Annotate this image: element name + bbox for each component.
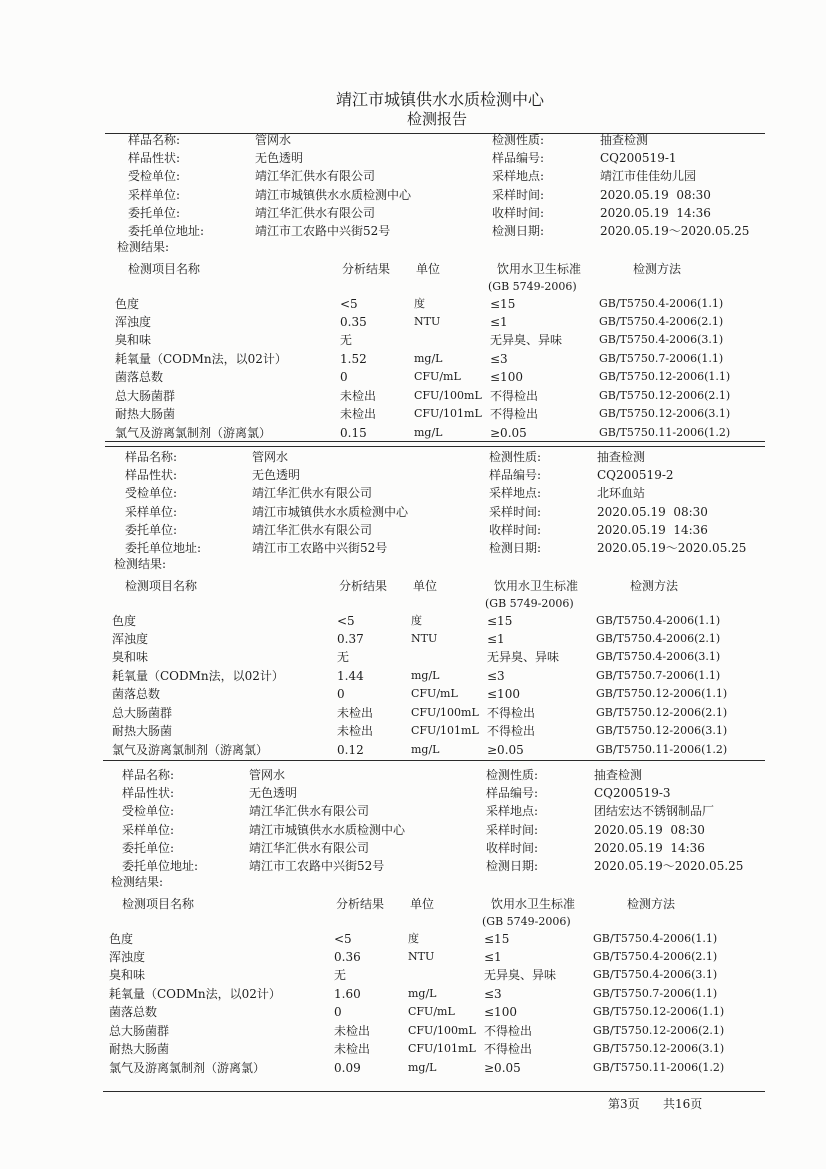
- standard-value: ≥0.05: [490, 426, 527, 440]
- column-header-method: 检测方法: [630, 579, 679, 593]
- unit-value: NTU: [408, 950, 435, 963]
- result-value: 无: [337, 650, 350, 664]
- standard-value: 不得检出: [484, 1024, 533, 1038]
- unit-value: CFU/mL: [408, 1005, 455, 1018]
- result-value: 未检出: [337, 706, 374, 720]
- item-name: 臭和味: [112, 650, 149, 664]
- item-name: 臭和味: [115, 333, 152, 347]
- unit-value: NTU: [411, 632, 438, 645]
- item-name: 耐热大肠菌: [109, 1042, 170, 1056]
- method-value: GB/T5750.12-2006(3.1): [593, 1042, 725, 1055]
- info-value: 管网水: [249, 768, 286, 782]
- info-label: 检测性质:: [489, 450, 542, 464]
- result-value: 0.15: [340, 426, 367, 440]
- standard-value: ≤1: [490, 315, 508, 329]
- info-value: 2020.05.19 08:30: [597, 505, 708, 519]
- info-label: 样品名称:: [122, 768, 175, 782]
- standard-value: ≤15: [490, 297, 516, 311]
- column-header-unit: 单位: [413, 579, 438, 593]
- column-header-name: 检测项目名称: [122, 897, 195, 911]
- page-number: 第3页: [608, 1097, 640, 1111]
- info-value: 靖江市工农路中兴街52号: [255, 224, 391, 238]
- info-label: 采样单位:: [125, 505, 178, 519]
- item-name: 耐热大肠菌: [112, 724, 173, 738]
- info-value: 团结宏达不锈钢制品厂: [594, 804, 715, 818]
- info-value: 2020.05.19 08:30: [594, 823, 705, 837]
- standard-value: 无异臭、异味: [484, 968, 557, 982]
- item-name: 耗氧量（CODMn法，以02计）: [109, 987, 281, 1001]
- info-value: 靖江市工农路中兴街52号: [249, 859, 385, 873]
- results-label: 检测结果:: [111, 875, 164, 889]
- standard-value: 无异臭、异味: [490, 333, 563, 347]
- info-value: 靖江华汇供水有限公司: [255, 206, 376, 220]
- method-value: GB/T5750.12-2006(3.1): [596, 724, 728, 737]
- info-value: 2020.05.19～2020.05.25: [594, 859, 744, 873]
- info-label: 采样时间:: [489, 505, 542, 519]
- unit-value: mg/L: [408, 987, 437, 1000]
- info-value: 抽查检测: [594, 768, 643, 782]
- method-value: GB/T5750.12-2006(2.1): [596, 706, 728, 719]
- item-name: 菌落总数: [115, 370, 164, 384]
- column-header-name: 检测项目名称: [125, 579, 198, 593]
- result-value: 无: [334, 968, 347, 982]
- unit-value: CFU/101mL: [408, 1042, 476, 1055]
- org-title: 靖江市城镇供水水质检测中心: [335, 90, 544, 109]
- unit-value: CFU/100mL: [411, 706, 479, 719]
- item-name: 色度: [115, 297, 140, 311]
- standard-value: ≤1: [484, 950, 502, 964]
- section-divider: [105, 446, 765, 447]
- info-value: 靖江市佳佳幼儿园: [600, 169, 697, 183]
- standard-value: 不得检出: [490, 389, 539, 403]
- column-header-standard-ref: (GB 5749-2006): [482, 915, 571, 928]
- info-label: 样品性状:: [122, 786, 175, 800]
- result-value: 0.36: [334, 950, 361, 964]
- method-value: GB/T5750.12-2006(2.1): [593, 1024, 725, 1037]
- report-title: 检测报告: [406, 110, 467, 128]
- info-value: 靖江华汇供水有限公司: [252, 486, 373, 500]
- info-label: 采样单位:: [128, 188, 181, 202]
- column-header-standard: 饮用水卫生标准: [494, 579, 579, 593]
- result-value: <5: [340, 297, 358, 311]
- info-value: 靖江华汇供水有限公司: [255, 169, 376, 183]
- info-value: 靖江市城镇供水水质检测中心: [252, 505, 409, 519]
- item-name: 浑浊度: [109, 950, 146, 964]
- info-value: 管网水: [252, 450, 289, 464]
- info-value: 北环血站: [597, 486, 646, 500]
- info-value: 2020.05.19 14:36: [597, 523, 708, 537]
- result-value: 未检出: [340, 389, 377, 403]
- result-value: 1.52: [340, 352, 367, 366]
- info-value: 靖江华汇供水有限公司: [249, 804, 370, 818]
- result-value: 未检出: [334, 1042, 371, 1056]
- info-label: 采样地点:: [489, 486, 542, 500]
- item-name: 总大肠菌群: [109, 1024, 170, 1038]
- results-label: 检测结果:: [114, 557, 167, 571]
- item-name: 氯气及游离氯制剂（游离氯）: [112, 743, 269, 757]
- item-name: 耗氧量（CODMn法，以02计）: [112, 669, 284, 683]
- page-total: 共16页: [663, 1097, 703, 1111]
- info-label: 样品名称:: [128, 133, 181, 147]
- info-label: 受检单位:: [128, 169, 181, 183]
- item-name: 浑浊度: [115, 315, 152, 329]
- result-value: <5: [334, 932, 352, 946]
- unit-value: CFU/mL: [414, 370, 461, 383]
- standard-value: ≤1: [487, 632, 505, 646]
- result-value: 0: [340, 370, 348, 384]
- item-name: 耗氧量（CODMn法，以02计）: [115, 352, 287, 366]
- info-label: 样品编号:: [492, 151, 545, 165]
- method-value: GB/T5750.7-2006(1.1): [599, 352, 724, 365]
- info-value: CQ200519-1: [600, 151, 677, 165]
- info-value: 靖江华汇供水有限公司: [249, 841, 370, 855]
- info-label: 采样单位:: [122, 823, 175, 837]
- info-value: 2020.05.19～2020.05.25: [600, 224, 750, 238]
- info-value: CQ200519-3: [594, 786, 671, 800]
- result-value: 0.12: [337, 743, 364, 757]
- method-value: GB/T5750.12-2006(1.1): [599, 370, 731, 383]
- info-value: 管网水: [255, 133, 292, 147]
- unit-value: 度: [408, 932, 419, 945]
- method-value: GB/T5750.12-2006(1.1): [596, 687, 728, 700]
- column-header-result: 分析结果: [339, 579, 388, 593]
- item-name: 菌落总数: [112, 687, 161, 701]
- standard-value: 不得检出: [490, 407, 539, 421]
- info-label: 收样时间:: [492, 206, 545, 220]
- standard-value: ≤100: [490, 370, 523, 384]
- standard-value: ≥0.05: [487, 743, 524, 757]
- info-label: 采样地点:: [492, 169, 545, 183]
- info-value: 2020.05.19 08:30: [600, 188, 711, 202]
- result-value: 0.35: [340, 315, 367, 329]
- info-label: 委托单位地址:: [122, 859, 199, 873]
- standard-value: ≤3: [487, 669, 505, 683]
- column-header-result: 分析结果: [342, 262, 391, 276]
- method-value: GB/T5750.4-2006(1.1): [596, 614, 721, 627]
- unit-value: CFU/101mL: [411, 724, 479, 737]
- info-label: 样品性状:: [128, 151, 181, 165]
- info-label: 样品性状:: [125, 468, 178, 482]
- result-value: 未检出: [334, 1024, 371, 1038]
- column-header-name: 检测项目名称: [128, 262, 201, 276]
- info-value: 无色透明: [255, 151, 304, 165]
- unit-value: mg/L: [411, 743, 440, 756]
- column-header-unit: 单位: [410, 897, 435, 911]
- method-value: GB/T5750.4-2006(3.1): [599, 333, 724, 346]
- unit-value: CFU/mL: [411, 687, 458, 700]
- info-label: 收样时间:: [489, 523, 542, 537]
- column-header-standard: 饮用水卫生标准: [491, 897, 576, 911]
- item-name: 色度: [112, 614, 137, 628]
- method-value: GB/T5750.12-2006(1.1): [593, 1005, 725, 1018]
- info-value: 靖江市城镇供水水质检测中心: [255, 188, 412, 202]
- standard-value: 不得检出: [487, 706, 536, 720]
- standard-value: 无异臭、异味: [487, 650, 560, 664]
- method-value: GB/T5750.12-2006(3.1): [599, 407, 731, 420]
- method-value: GB/T5750.4-2006(2.1): [599, 315, 724, 328]
- unit-value: NTU: [414, 315, 441, 328]
- results-label: 检测结果:: [117, 240, 170, 254]
- method-value: GB/T5750.4-2006(2.1): [593, 950, 718, 963]
- column-header-standard: 饮用水卫生标准: [497, 262, 582, 276]
- method-value: GB/T5750.4-2006(1.1): [599, 297, 724, 310]
- info-value: 2020.05.19 14:36: [600, 206, 711, 220]
- standard-value: ≤3: [490, 352, 508, 366]
- info-label: 样品编号:: [489, 468, 542, 482]
- info-value: 抽查检测: [600, 133, 649, 147]
- info-label: 采样地点:: [486, 804, 539, 818]
- info-value: 靖江市工农路中兴街52号: [252, 541, 388, 555]
- standard-value: 不得检出: [487, 724, 536, 738]
- column-header-method: 检测方法: [627, 897, 676, 911]
- info-label: 受检单位:: [122, 804, 175, 818]
- unit-value: 度: [411, 614, 422, 627]
- method-value: GB/T5750.11-2006(1.2): [599, 426, 731, 439]
- column-header-result: 分析结果: [336, 897, 385, 911]
- result-value: 0: [334, 1005, 342, 1019]
- footer-divider: [103, 1091, 765, 1092]
- column-header-standard-ref: (GB 5749-2006): [488, 280, 577, 293]
- info-value: 抽查检测: [597, 450, 646, 464]
- unit-value: 度: [414, 297, 425, 310]
- item-name: 色度: [109, 932, 134, 946]
- section-divider: [103, 760, 765, 761]
- info-value: 2020.05.19～2020.05.25: [597, 541, 747, 555]
- item-name: 臭和味: [109, 968, 146, 982]
- item-name: 耐热大肠菌: [115, 407, 176, 421]
- title-divider: [105, 133, 765, 134]
- info-value: 无色透明: [252, 468, 301, 482]
- info-label: 样品编号:: [486, 786, 539, 800]
- method-value: GB/T5750.7-2006(1.1): [593, 987, 718, 1000]
- method-value: GB/T5750.4-2006(3.1): [596, 650, 721, 663]
- info-value: 靖江市城镇供水水质检测中心: [249, 823, 406, 837]
- standard-value: ≤3: [484, 987, 502, 1001]
- item-name: 氯气及游离氯制剂（游离氯）: [115, 426, 272, 440]
- result-value: 1.60: [334, 987, 361, 1001]
- result-value: 1.44: [337, 669, 364, 683]
- result-value: 0: [337, 687, 345, 701]
- item-name: 菌落总数: [109, 1005, 158, 1019]
- unit-value: CFU/101mL: [414, 407, 482, 420]
- info-label: 检测性质:: [486, 768, 539, 782]
- info-label: 受检单位:: [125, 486, 178, 500]
- info-label: 委托单位:: [128, 206, 181, 220]
- column-header-unit: 单位: [416, 262, 441, 276]
- method-value: GB/T5750.12-2006(2.1): [599, 389, 731, 402]
- result-value: 未检出: [340, 407, 377, 421]
- method-value: GB/T5750.4-2006(3.1): [593, 968, 718, 981]
- unit-value: mg/L: [411, 669, 440, 682]
- info-label: 委托单位地址:: [128, 224, 205, 238]
- info-label: 委托单位:: [122, 841, 175, 855]
- info-value: 2020.05.19 14:36: [594, 841, 705, 855]
- result-value: 未检出: [337, 724, 374, 738]
- unit-value: CFU/100mL: [414, 389, 482, 402]
- item-name: 浑浊度: [112, 632, 149, 646]
- standard-value: ≤15: [484, 932, 510, 946]
- info-label: 检测日期:: [489, 541, 542, 555]
- result-value: 0.09: [334, 1061, 361, 1075]
- standard-value: ≤15: [487, 614, 513, 628]
- info-label: 采样时间:: [492, 188, 545, 202]
- method-value: GB/T5750.11-2006(1.2): [593, 1061, 725, 1074]
- info-value: CQ200519-2: [597, 468, 674, 482]
- standard-value: ≥0.05: [484, 1061, 521, 1075]
- info-label: 检测日期:: [486, 859, 539, 873]
- info-value: 靖江华汇供水有限公司: [252, 523, 373, 537]
- result-value: 0.37: [337, 632, 364, 646]
- column-header-method: 检测方法: [633, 262, 682, 276]
- result-value: <5: [337, 614, 355, 628]
- result-value: 无: [340, 333, 353, 347]
- column-header-standard-ref: (GB 5749-2006): [485, 597, 574, 610]
- unit-value: mg/L: [414, 352, 443, 365]
- standard-value: 不得检出: [484, 1042, 533, 1056]
- item-name: 总大肠菌群: [115, 389, 176, 403]
- standard-value: ≤100: [484, 1005, 517, 1019]
- method-value: GB/T5750.7-2006(1.1): [596, 669, 721, 682]
- unit-value: mg/L: [414, 426, 443, 439]
- info-label: 采样时间:: [486, 823, 539, 837]
- info-label: 样品名称:: [125, 450, 178, 464]
- info-label: 收样时间:: [486, 841, 539, 855]
- unit-value: CFU/100mL: [408, 1024, 476, 1037]
- info-label: 检测性质:: [492, 133, 545, 147]
- info-label: 委托单位:: [125, 523, 178, 537]
- unit-value: mg/L: [408, 1061, 437, 1074]
- info-label: 检测日期:: [492, 224, 545, 238]
- item-name: 氯气及游离氯制剂（游离氯）: [109, 1061, 266, 1075]
- item-name: 总大肠菌群: [112, 706, 173, 720]
- standard-value: ≤100: [487, 687, 520, 701]
- info-value: 无色透明: [249, 786, 298, 800]
- method-value: GB/T5750.11-2006(1.2): [596, 743, 728, 756]
- method-value: GB/T5750.4-2006(1.1): [593, 932, 718, 945]
- method-value: GB/T5750.4-2006(2.1): [596, 632, 721, 645]
- info-label: 委托单位地址:: [125, 541, 202, 555]
